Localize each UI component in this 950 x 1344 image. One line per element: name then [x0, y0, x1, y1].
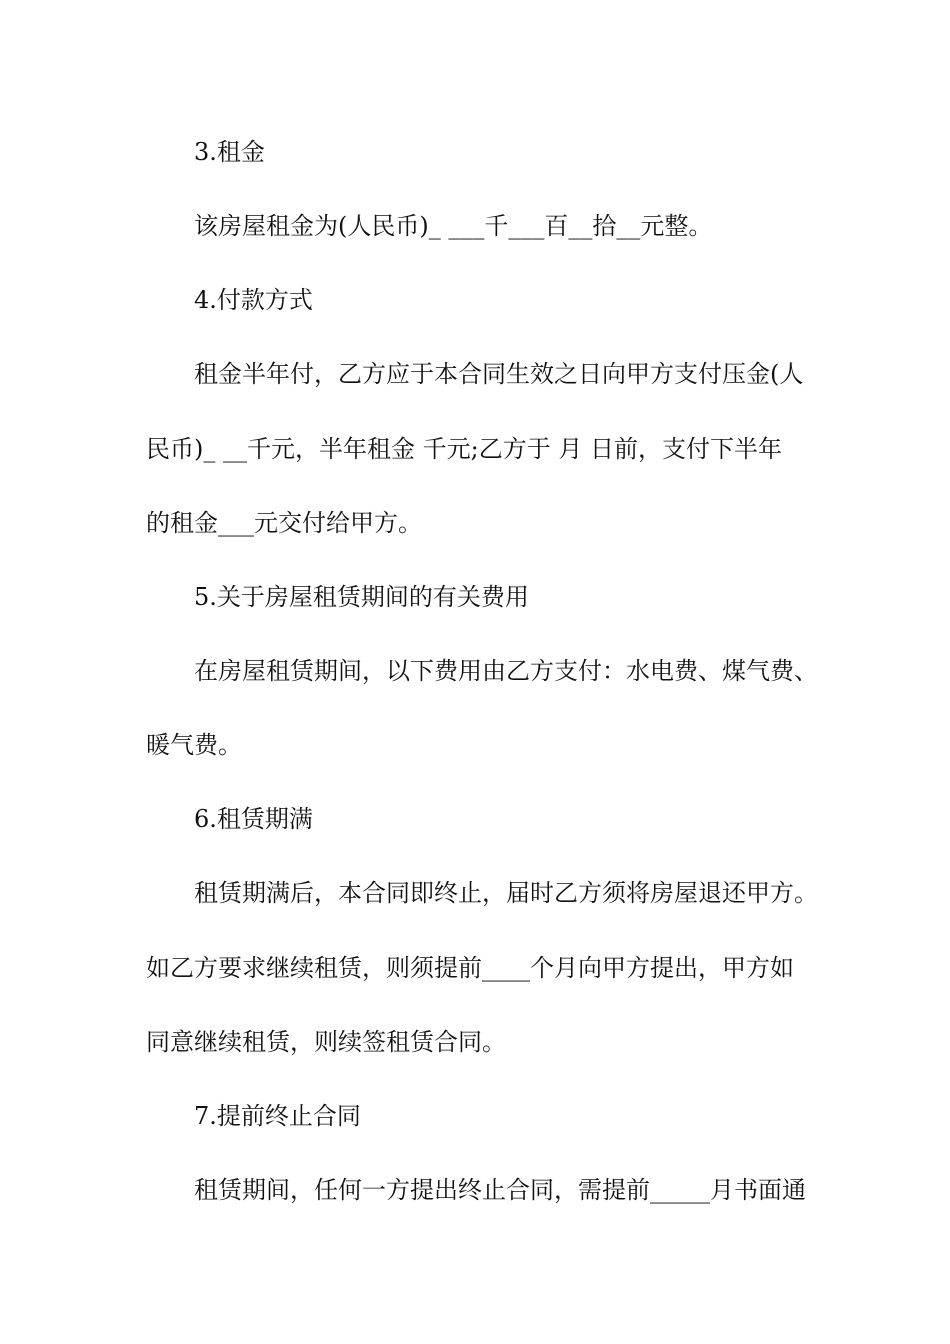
rent-amount-text: 该房屋租金为(人民币)_ ___千___百__拾__元整。 [194, 212, 713, 240]
section-heading-payment-method: 4.付款方式 [194, 286, 313, 314]
section-heading-lease-expiry: 6.租赁期满 [194, 805, 313, 833]
expiry-text-line-3: 同意继续租赁，则续签租赁合同。 [146, 1028, 506, 1056]
payment-text-line-3: 的租金___元交付给甲方。 [146, 509, 422, 537]
section-heading-fees: 5.关于房屋租赁期间的有关费用 [194, 583, 529, 611]
section-heading-early-termination: 7.提前终止合同 [194, 1102, 361, 1130]
payment-text-line-1: 租金半年付，乙方应于本合同生效之日向甲方支付压金(人 [194, 360, 804, 388]
fees-text-line-2: 暖气费。 [146, 731, 242, 759]
fees-text-line-1: 在房屋租赁期间，以下费用由乙方支付：水电费、煤气费、 [194, 657, 818, 685]
expiry-text-line-2: 如乙方要求继续租赁，则须提前____个月向甲方提出，甲方如 [146, 954, 794, 982]
termination-text-line-1: 租赁期间，任何一方提出终止合同，需提前_____月书面通 [194, 1176, 806, 1204]
payment-text-line-2: 民币)_ __千元，半年租金 千元;乙方于 月 日前，支付下半年 [146, 435, 782, 463]
expiry-text-line-1: 租赁期满后，本合同即终止，届时乙方须将房屋退还甲方。 [194, 879, 818, 907]
section-heading-rent: 3.租金 [194, 138, 265, 166]
